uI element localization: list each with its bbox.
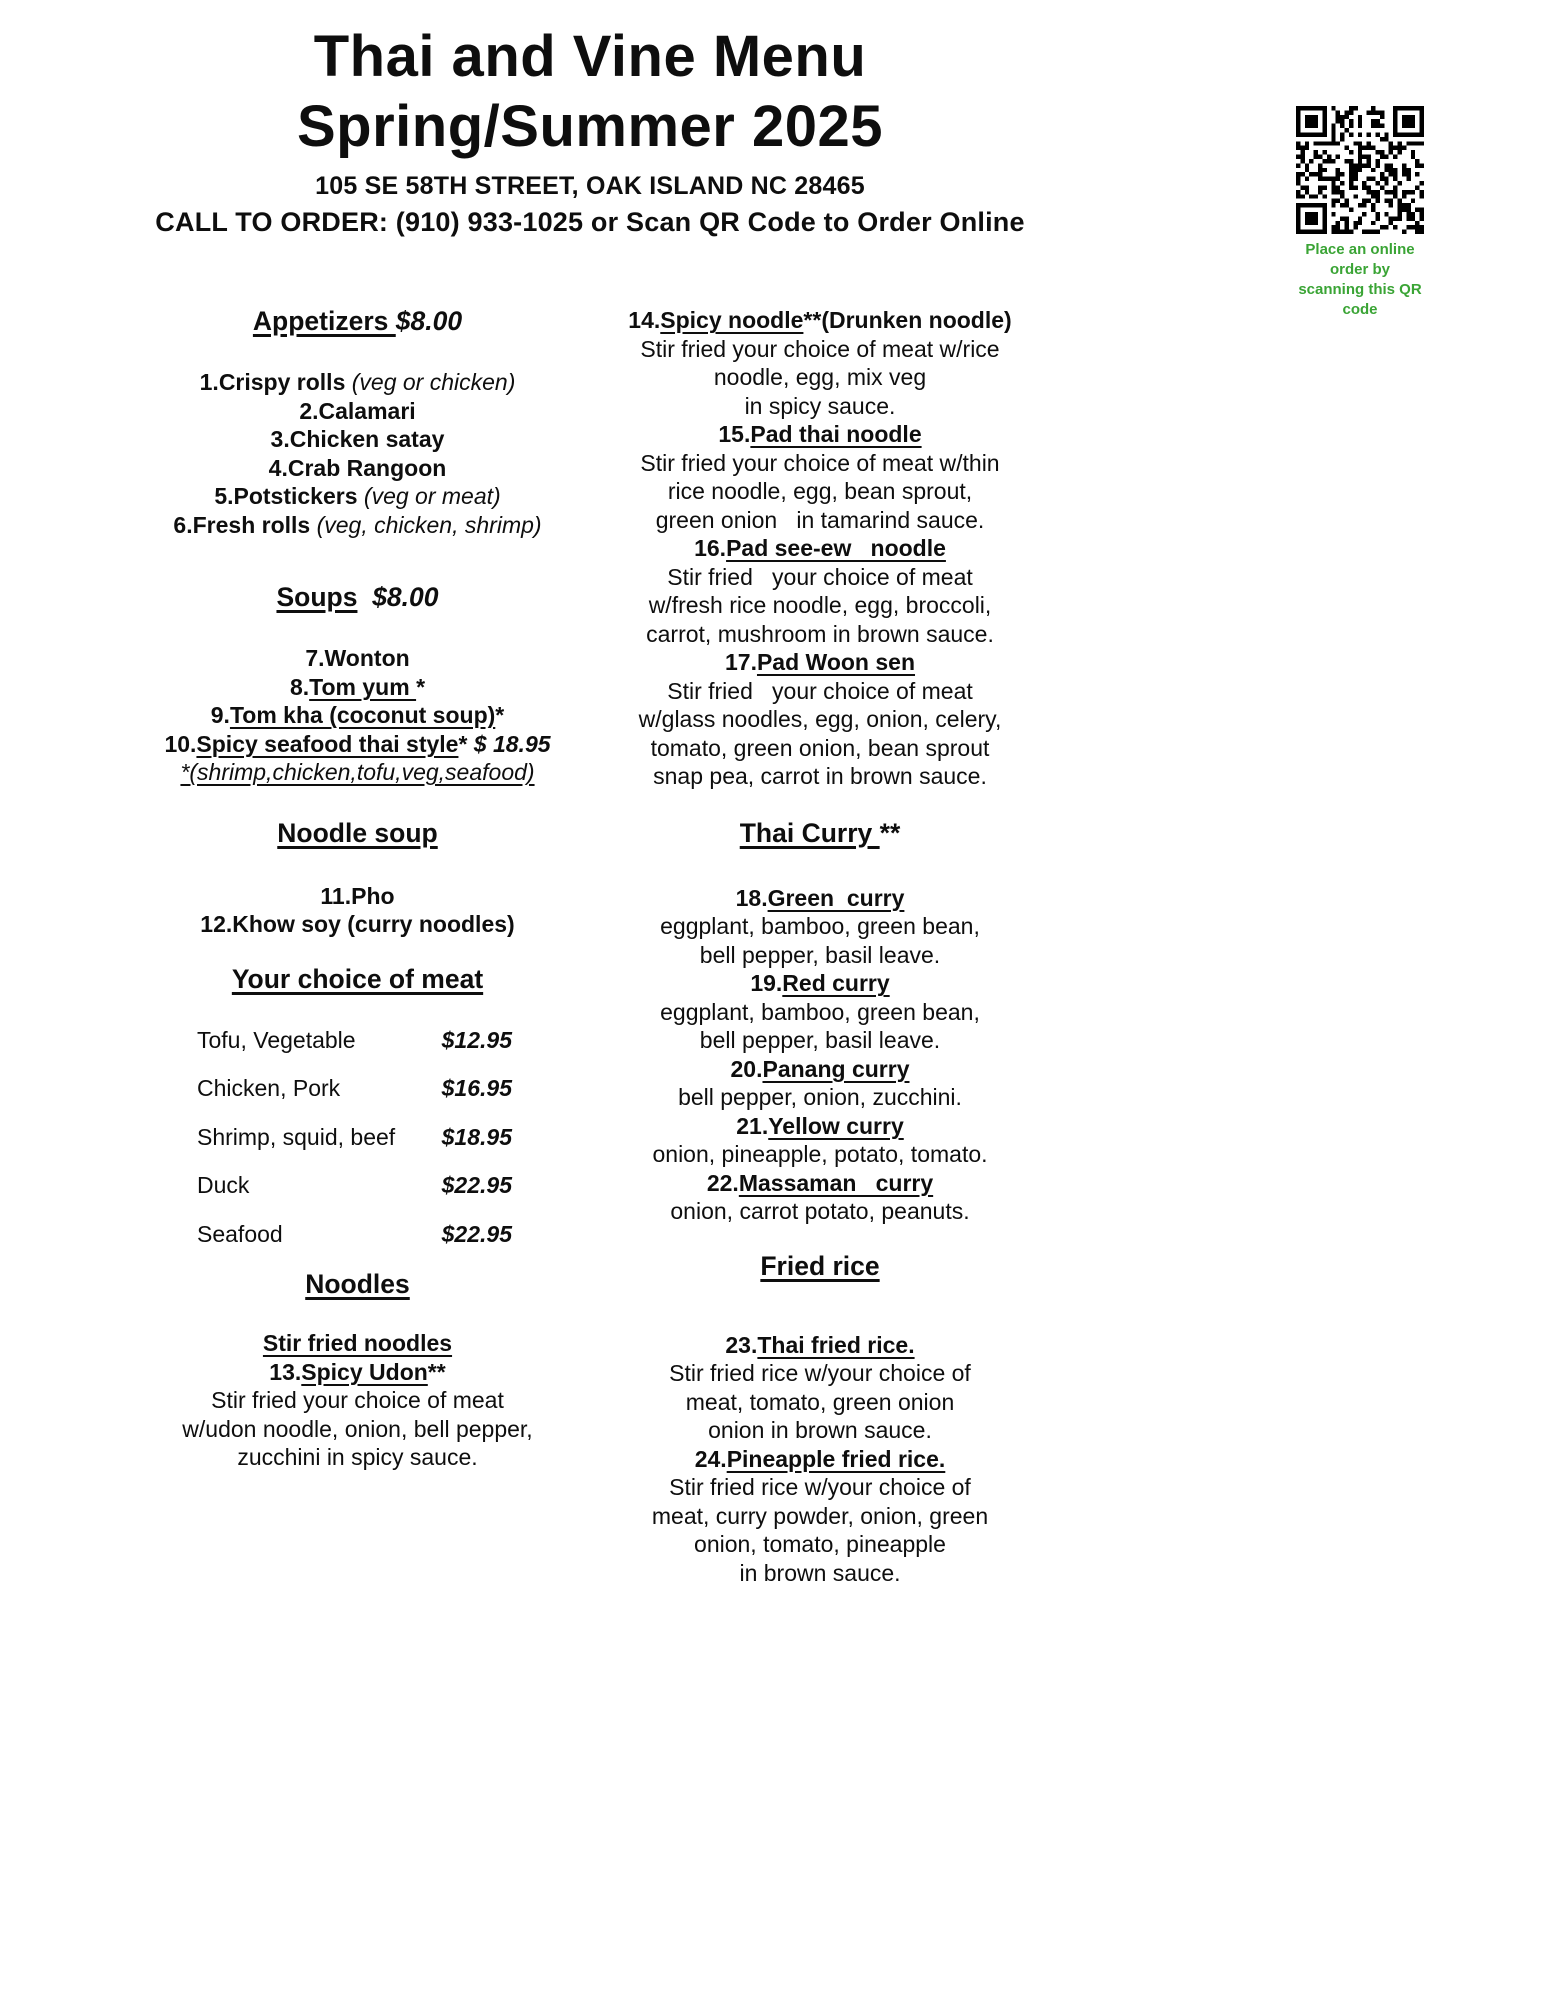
text-segment: Spicy noodle <box>660 307 804 333</box>
menu-line: onion, tomato, pineapple <box>694 1531 946 1557</box>
text-segment: Fried rice <box>760 1250 880 1281</box>
section-fried-rice <box>553 1250 1087 1588</box>
text-segment: Calamari <box>318 397 416 424</box>
text-segment: * <box>416 673 426 700</box>
text-segment: 8. <box>289 673 310 700</box>
text-segment: Potstickers <box>233 483 364 509</box>
text-segment: Crispy rolls <box>218 369 352 395</box>
text-segment: Yellow curry <box>768 1112 904 1139</box>
text-segment: ** <box>427 1358 446 1385</box>
text-segment: (veg or meat) <box>363 483 501 509</box>
qr-caption-line: Place an online order by <box>1305 241 1415 278</box>
menu-line <box>553 420 1087 449</box>
menu-line: bell pepper, basil leave. <box>699 1027 941 1053</box>
text-segment: Pad Woon sen <box>756 649 916 675</box>
price-table <box>197 1026 512 1249</box>
menu-line: eggplant, bamboo, green bean, <box>660 998 980 1025</box>
menu-line <box>553 1055 1087 1084</box>
text-segment: Spicy Udon <box>301 1358 428 1385</box>
menu-line <box>553 534 1087 563</box>
meat-price: $18.95 <box>441 1123 512 1150</box>
text-segment: *(shrimp,chicken,tofu,veg,seafood) <box>180 759 535 785</box>
text-segment: 4. <box>268 454 288 481</box>
text-segment: 18. <box>735 884 768 911</box>
menu-line: onion, pineapple, potato, tomato. <box>652 1141 988 1167</box>
meat-label: Duck <box>197 1172 250 1198</box>
section-thai-curry <box>553 817 1087 1226</box>
text-segment: Massaman curry <box>738 1169 934 1196</box>
text-segment: 10. <box>164 730 197 757</box>
price-row <box>197 1026 512 1055</box>
price-row <box>197 1220 512 1249</box>
section-stir-fried-noodles <box>553 306 1087 791</box>
menu-line: w/fresh rice noodle, egg, broccoli, <box>648 592 992 618</box>
text-segment: 23. <box>725 1331 758 1358</box>
menu-line: eggplant, bamboo, green bean, <box>660 913 980 939</box>
menu-line: meat, tomato, green onion <box>685 1388 955 1415</box>
text-segment: Chicken satay <box>289 426 445 452</box>
menu-column-right <box>553 306 1087 1587</box>
text-segment: Stir fried noodles <box>262 1330 453 1356</box>
menu-line <box>553 648 1087 677</box>
menu-line: Stir fried your choice of meat <box>211 1387 504 1413</box>
text-segment: Crab Rangoon <box>287 454 447 481</box>
menu-line: Stir fried your choice of meat w/thin <box>640 449 1000 476</box>
text-segment: 21. <box>736 1112 769 1139</box>
text-segment: Appetizers <box>252 306 396 336</box>
text-segment: Thai Curry <box>739 817 880 848</box>
text-segment: Panang curry <box>762 1055 910 1082</box>
address-line: 105 SE 58TH STREET, OAK ISLAND NC 28465 <box>315 172 865 200</box>
text-segment: Tom kha (coconut soup) <box>229 702 496 728</box>
menu-line: onion, carrot potato, peanuts. <box>670 1198 970 1224</box>
menu-line <box>553 306 1087 335</box>
menu-line: bell pepper, onion, zucchini. <box>678 1084 962 1110</box>
text-segment: $8.00 <box>372 582 439 612</box>
menu-line: green onion in tamarind sauce. <box>655 506 985 533</box>
price-row <box>197 1123 512 1152</box>
menu-line: Stir fried rice w/your choice of <box>669 1360 971 1386</box>
page-subtitle: Spring/Summer 2025 <box>297 94 883 159</box>
meat-price: $22.95 <box>441 1220 512 1247</box>
text-segment: Pad see-ew noodle <box>726 535 946 561</box>
meat-price: $22.95 <box>441 1172 512 1198</box>
menu-line <box>553 1169 1087 1198</box>
text-segment: Tom yum <box>309 673 417 700</box>
text-segment: 11. <box>320 882 352 909</box>
menu-line <box>553 884 1087 913</box>
text-segment: 13. <box>269 1358 302 1385</box>
text-segment: Your choice of meat <box>231 963 484 994</box>
header <box>0 22 1180 238</box>
qr-caption-line: scanning this QR code <box>1298 281 1422 318</box>
menu-line: w/glass noodles, egg, onion, celery, <box>638 706 1002 732</box>
qr-block <box>1285 106 1435 320</box>
menu-line: onion in brown sauce. <box>708 1417 932 1443</box>
text-segment: 3. <box>270 426 290 452</box>
section-heading <box>553 817 1087 850</box>
text-segment: (veg or chicken) <box>351 369 516 395</box>
menu-line: Stir fried your choice of meat <box>667 677 973 704</box>
text-segment: ** <box>879 817 901 848</box>
menu-line: zucchini in spicy sauce. <box>237 1444 478 1470</box>
qr-code-icon <box>1296 106 1424 234</box>
menu-line: bell pepper, basil leave. <box>699 941 941 968</box>
qr-caption <box>1285 240 1435 320</box>
text-segment: 14. <box>628 307 661 333</box>
menu-line: Stir fried rice w/your choice of <box>669 1474 971 1500</box>
text-segment <box>357 582 372 612</box>
text-segment: Noodle soup <box>277 817 438 848</box>
text-segment: 24. <box>694 1445 727 1472</box>
price-row <box>197 1171 512 1200</box>
text-segment: Pho <box>351 882 395 909</box>
text-segment: 12. <box>200 911 233 937</box>
text-segment: Wonton <box>324 645 410 671</box>
meat-label: Shrimp, squid, beef <box>197 1123 396 1150</box>
meat-label: Seafood <box>197 1220 283 1247</box>
menu-line: Stir fried your choice of meat w/rice <box>640 335 1000 362</box>
meat-price: $12.95 <box>441 1026 512 1053</box>
text-segment: 1. <box>199 369 219 395</box>
menu-line: tomato, green onion, bean sprout <box>650 734 990 761</box>
text-segment: 2. <box>299 397 319 424</box>
menu-line: meat, curry powder, onion, green <box>651 1502 989 1529</box>
text-segment: 17. <box>724 649 757 675</box>
menu-line: carrot, mushroom in brown sauce. <box>646 620 994 647</box>
text-segment: 9. <box>210 702 230 728</box>
meat-label: Chicken, Pork <box>197 1075 341 1101</box>
section-heading <box>553 1250 1087 1283</box>
text-segment: 19. <box>750 970 783 996</box>
menu-line <box>553 1445 1087 1474</box>
text-segment: Pineapple fried rice. <box>726 1445 946 1472</box>
menu-line: w/udon noodle, onion, bell pepper, <box>182 1415 533 1442</box>
text-segment: Soups <box>276 582 358 612</box>
text-segment: $ 18.95 <box>473 730 551 757</box>
order-instructions: CALL TO ORDER: (910) 933-1025 or Scan QR Code to Order Online <box>155 207 1025 237</box>
text-segment: 6. <box>173 511 193 538</box>
text-segment: 22. <box>706 1169 739 1196</box>
text-segment: (veg, chicken, shrimp) <box>316 511 542 538</box>
menu-line <box>553 1112 1087 1141</box>
text-segment: $8.00 <box>395 306 463 336</box>
text-segment: Red curry <box>782 970 890 996</box>
text-segment: 16. <box>694 535 727 561</box>
text-segment: Fresh rolls <box>192 511 317 538</box>
meat-price: $16.95 <box>441 1075 512 1101</box>
text-segment: Green curry <box>767 884 905 911</box>
text-segment: Pad thai noodle <box>750 421 922 447</box>
menu-line: in spicy sauce. <box>744 392 896 419</box>
menu-line <box>553 1331 1087 1360</box>
text-segment: Khow soy (curry noodles) <box>232 911 515 937</box>
menu-line: in brown sauce. <box>739 1559 901 1586</box>
text-segment: 20. <box>730 1055 763 1082</box>
text-segment: **(Drunken noodle) <box>803 307 1012 333</box>
text-segment: Thai fried rice. <box>757 1331 915 1358</box>
price-row <box>197 1074 512 1103</box>
text-segment: Noodles <box>305 1269 410 1299</box>
text-segment: 7. <box>305 645 325 671</box>
menu-line: noodle, egg, mix veg <box>713 364 927 390</box>
menu-line <box>553 969 1087 998</box>
page-title: Thai and Vine Menu <box>313 24 867 89</box>
menu-line: Stir fried your choice of meat <box>667 563 973 590</box>
text-segment: * <box>495 702 505 728</box>
meat-label: Tofu, Vegetable <box>197 1026 356 1053</box>
text-segment: * <box>458 730 474 757</box>
text-segment: 15. <box>718 421 751 447</box>
menu-line: rice noodle, egg, bean sprout, <box>667 478 973 504</box>
text-segment: 5. <box>214 483 234 509</box>
text-segment: Spicy seafood thai style <box>196 730 459 757</box>
menu-line: snap pea, carrot in brown sauce. <box>653 763 987 789</box>
